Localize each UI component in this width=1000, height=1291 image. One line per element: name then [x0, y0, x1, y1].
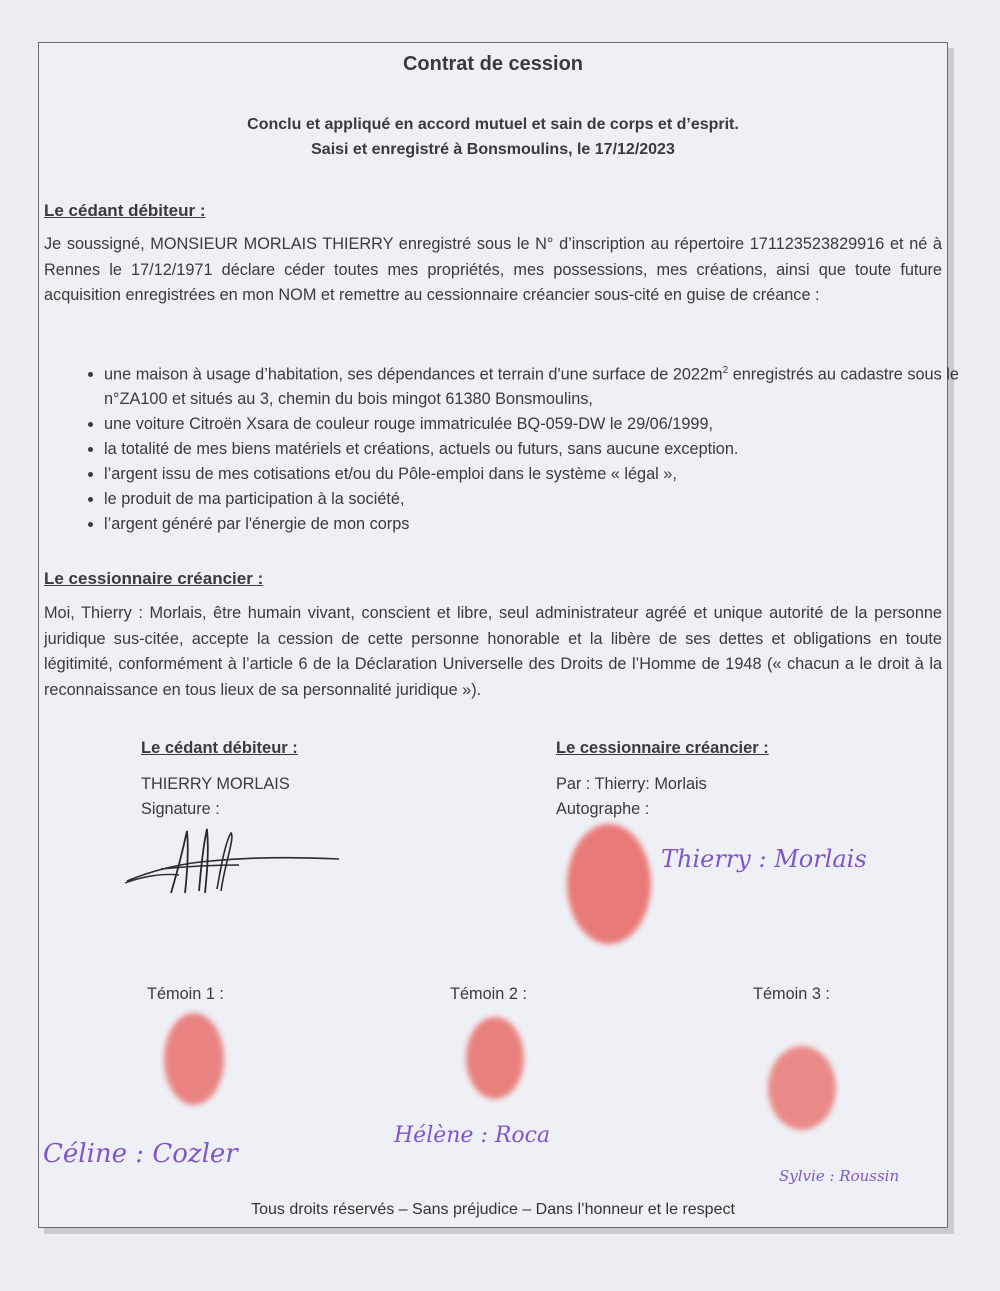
left-signature-heading: Le cédant débiteur :: [141, 739, 298, 757]
cessionnaire-paragraph: Moi, Thierry : Morlais, être humain vivant, conscient et libre, seul administrateur agréé et unique autorité de la personne juridique sus-citée, accepte la cession de cette personne honorable et la libère de ses dettes et obligations en toute légitimité, conformément à l’article 6 de la Déclaration Universelle des Droits de l’Homme de 1948 (« chacun a le droit à la reconnaissance en tous lieux de sa personnalité juridique »).: [44, 604, 942, 699]
cedant-paragraph: Je soussigné, MONSIEUR MORLAIS THIERRY enregistré sous le N° d’inscription au répertoire 171123523829916 et né à Rennes le 17/12/1971 déclare céder toutes mes propriétés, mes possessions, mes créations, ainsi que toute future acquisition enregistrées en mon NOM et remettre au cessionnaire créancier sous-cité en guise de créance :: [44, 235, 942, 304]
left-signer-name: THIERRY MORLAIS: [141, 775, 290, 793]
list-item-text: une maison à usage d’habitation, ses dépendances et terrain d'une surface de 2022m: [104, 365, 723, 384]
superscript: 2: [722, 365, 729, 376]
fingerprint-cessionnaire: [559, 819, 659, 949]
witness-1-name: Céline : Cozler: [43, 1139, 238, 1169]
right-autograph-label: Autographe :: [556, 800, 650, 818]
witness-2-name: Hélène : Roca: [394, 1123, 551, 1148]
witness-3-name: Sylvie : Roussin: [779, 1167, 900, 1185]
list-item: • la totalité de mes biens matériels et créations, actuels ou futurs, sans aucune exception.: [104, 437, 979, 462]
right-signer-name: Par : Thierry: Morlais: [556, 775, 707, 793]
witness-2-label: Témoin 2 :: [450, 985, 527, 1003]
handwritten-autograph: Thierry : Morlais: [661, 845, 867, 873]
subtitle-line-1: Conclu et appliqué en accord mutuel et sain de corps et d’esprit.: [247, 116, 739, 133]
list-item: • l’argent issu de mes cotisations et/ou du Pôle-emploi dans le système « légal »,: [104, 462, 979, 487]
list-item: • l’argent généré par l'énergie de mon corps: [104, 512, 979, 537]
witness-1-label: Témoin 1 :: [147, 985, 224, 1003]
list-item: • le produit de ma participation à la société,: [104, 487, 979, 512]
cessionnaire-heading: Le cessionnaire créancier :: [44, 569, 264, 588]
fingerprint-witness-1: [157, 1005, 231, 1113]
subtitle-line-2: Saisi et enregistré à Bonsmoulins, le 17/12/2023: [311, 141, 675, 158]
list-item-text: enregistrés au cadastre sous le n°ZA100 et situés au 3, chemin du bois mingot 61380 Bonsmoulins,: [104, 365, 959, 409]
cedant-heading: Le cédant débiteur :: [44, 201, 206, 220]
witness-3-label: Témoin 3 :: [753, 985, 830, 1003]
document-title: Contrat de cession: [402, 53, 584, 75]
assets-list: [69, 358, 979, 537]
right-signature-heading: Le cessionnaire créancier :: [556, 739, 769, 757]
list-item: • une voiture Citroën Xsara de couleur rouge immatriculée BQ-059-DW le 29/06/1999,: [104, 412, 979, 437]
left-signature-label: Signature :: [141, 800, 220, 818]
footer-note: Tous droits réservés – Sans préjudice – Dans l’honneur et le respect: [251, 1201, 735, 1218]
list-item: [104, 358, 979, 412]
contract-page: [38, 42, 959, 1228]
fingerprint-witness-3: [761, 1038, 843, 1138]
fingerprint-witness-2: [459, 1009, 531, 1107]
handwritten-signature: [121, 823, 343, 903]
